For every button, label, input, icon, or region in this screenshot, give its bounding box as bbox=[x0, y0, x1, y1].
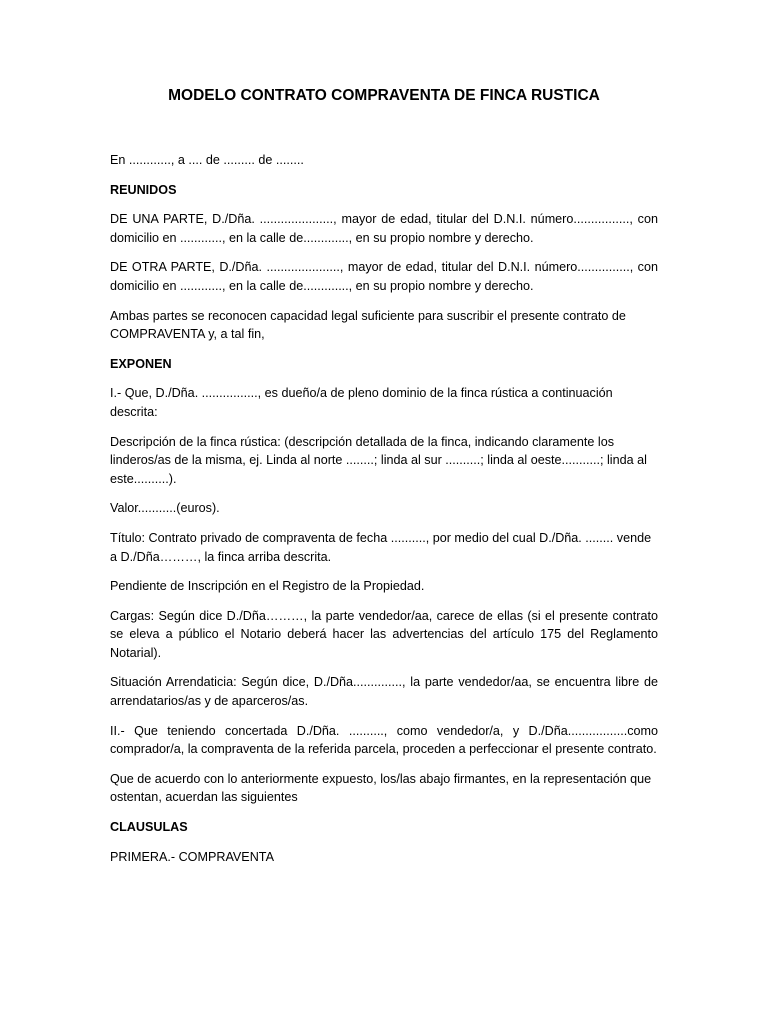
paragraph-descripcion: Descripción de la finca rústica: (descripción detallada de la finca, indicando claramente los linderos/as de la misma, ej. Linda al norte ........; linda al sur ..........; linda al oeste...........; linda al este..........). bbox=[110, 434, 647, 486]
date-line: En ............, a .... de ......... de ........ bbox=[110, 153, 304, 167]
paragraph-cargas: Cargas: Según dice D./Dña………, la parte vendedor/aa, carece de ellas (si el presente contrato se eleva a público el Notario deberá hacer las advertencias del artículo 175 del Reglamento Notarial). bbox=[110, 608, 658, 660]
paragraph-titulo: Título: Contrato privado de compraventa de fecha .........., por medio del cual D./Dña. ........ vende a D./Dña………, la finca arriba descrita. bbox=[110, 530, 652, 564]
paragraph-acuerdo: Que de acuerdo con lo anteriormente expuesto, los/las abajo firmantes, en la representación que ostentan, acuerdan las siguientes bbox=[110, 771, 652, 805]
heading-reunidos: REUNIDOS bbox=[110, 182, 177, 197]
paragraph-punto-ii: II.- Que teniendo concertada D./Dña. .........., como vendedor/a, y D./Dña.................como comprador/a, la compraventa de la referida parcela, proceden a perfeccionar el presente contrato. bbox=[110, 723, 658, 757]
heading-clausulas: CLAUSULAS bbox=[110, 820, 188, 835]
paragraph-valor: Valor...........(euros). bbox=[110, 501, 220, 516]
paragraph-arrendaticia: Situación Arrendaticia: Según dice, D./Dña.............., la parte vendedor/aa, se encuentra libre de arrendatarios/as y de aparceros/as. bbox=[110, 675, 658, 709]
paragraph-otra-parte: DE OTRA PARTE, D./Dña. ....................., mayor de edad, titular del D.N.I. número..............., con domicilio en ............, en la calle de............., en su propio nombre y derecho. bbox=[110, 260, 658, 293]
paragraph-punto-i: I.- Que, D./Dña. ................, es dueño/a de pleno dominio de la finca rústica a continuación descrita: bbox=[110, 386, 613, 419]
heading-exponen: EXPONEN bbox=[110, 356, 172, 371]
paragraph-inscripcion: Pendiente de Inscripción en el Registro de la Propiedad. bbox=[110, 579, 425, 594]
paragraph-una-parte: DE UNA PARTE, D./Dña. ....................., mayor de edad, titular del D.N.I. número................, con domicilio en ............, en la calle de............., en su propio nombre y derecho. bbox=[110, 212, 658, 245]
paragraph-capacidad: Ambas partes se reconocen capacidad legal suficiente para suscribir el presente contrato de COMPRAVENTA y, a tal fin, bbox=[110, 308, 626, 342]
clause-primera: PRIMERA.- COMPRAVENTA bbox=[110, 849, 274, 864]
document-body bbox=[110, 151, 658, 877]
document-title: MODELO CONTRATO COMPRAVENTA DE FINCA RUSTICA bbox=[168, 87, 600, 104]
